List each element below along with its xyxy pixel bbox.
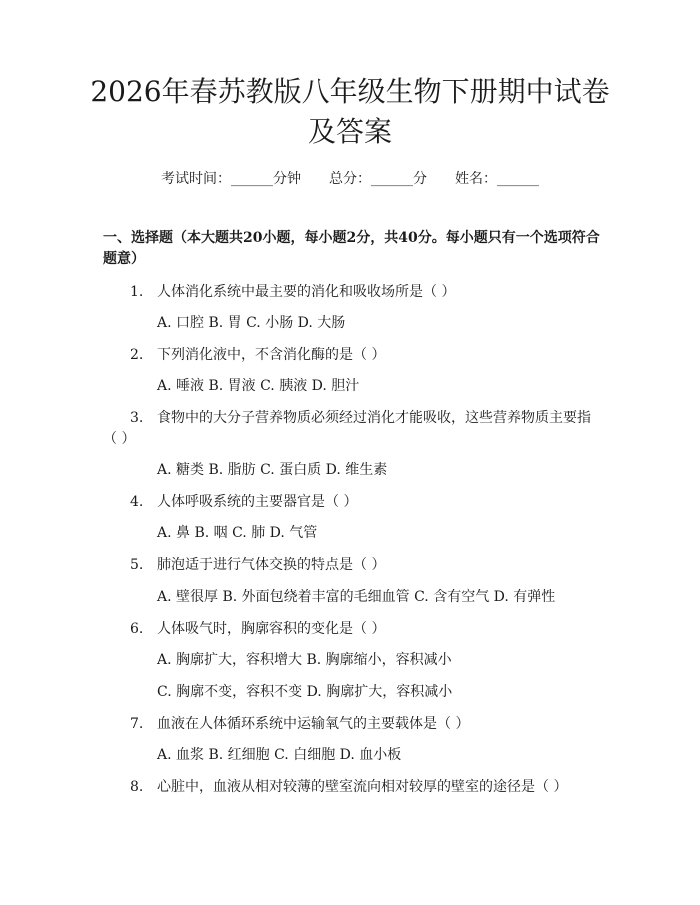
question-text: 心脏中，血液从相对较薄的壁室流向相对较厚的壁室的途径是（ ） — [157, 779, 568, 795]
question-3: 3. 食物中的大分子营养物质必须经过消化才能吸收，这些营养物质主要指（ ） — [103, 410, 591, 447]
question-4-options: A. 鼻 B. 咽 C. 肺 D. 气管 — [157, 525, 318, 541]
exam-meta — [0, 168, 700, 188]
question-4: 4. 人体呼吸系统的主要器官是（ ） — [130, 494, 358, 510]
question-text: 血液在人体循环系统中运输氧气的主要载体是（ ） — [157, 716, 470, 732]
question-6-options-line-2: C. 胸廓不变，容积不变 D. 胸廓扩大，容积减小 — [157, 684, 453, 700]
question-5-options: A. 壁很厚 B. 外面包绕着丰富的毛细血管 C. 含有空气 D. 有弹性 — [157, 589, 556, 605]
question-3-options: A. 糖类 B. 脂肪 C. 蛋白质 D. 维生素 — [157, 462, 388, 478]
question-6-options-line-1: A. 胸廓扩大，容积增大 B. 胸廓缩小，容积减小 — [157, 652, 452, 668]
question-6: 6. 人体吸气时，胸廓容积的变化是（ ） — [130, 621, 386, 637]
question-5: 5. 肺泡适于进行气体交换的特点是（ ） — [130, 557, 386, 573]
question-7-options: A. 血浆 B. 红细胞 C. 白细胞 D. 血小板 — [157, 747, 402, 763]
question-2-options: A. 唾液 B. 胃液 C. 胰液 D. 胆汁 — [157, 378, 360, 394]
question-8: 8. 心脏中，血液从相对较薄的壁室流向相对较厚的壁室的途径是（ ） — [130, 779, 568, 795]
question-text: 人体吸气时，胸廓容积的变化是（ ） — [157, 621, 386, 637]
page-title: 2026年春苏教版八年级生物下册期中试卷及答案 — [90, 75, 610, 148]
question-1-options: A. 口腔 B. 胃 C. 小肠 D. 大肠 — [157, 315, 346, 331]
question-text: 肺泡适于进行气体交换的特点是（ ） — [157, 557, 386, 573]
question-text: 食物中的大分子营养物质必须经过消化才能吸收，这些营养物质主要指（ ） — [103, 410, 591, 447]
section-header: 一、选择题（本大题共20小题，每小题2分，共40分。每小题只有一个选项符合题意） — [103, 230, 600, 267]
question-text: 人体呼吸系统的主要器官是（ ） — [157, 494, 358, 510]
question-1: 1. 人体消化系统中最主要的消化和吸收场所是（ ） — [130, 284, 456, 300]
student-name: 姓名：______ — [455, 171, 539, 187]
exam-total-score: 总分：______分 — [329, 171, 427, 187]
question-7: 7. 血液在人体循环系统中运输氧气的主要载体是（ ） — [130, 716, 470, 732]
question-text: 人体消化系统中最主要的消化和吸收场所是（ ） — [157, 284, 456, 300]
question-text: 下列消化液中，不含消化酶的是（ ） — [157, 347, 386, 363]
question-2: 2. 下列消化液中，不含消化酶的是（ ） — [130, 347, 386, 363]
exam-time: 考试时间：______分钟 — [161, 171, 301, 187]
